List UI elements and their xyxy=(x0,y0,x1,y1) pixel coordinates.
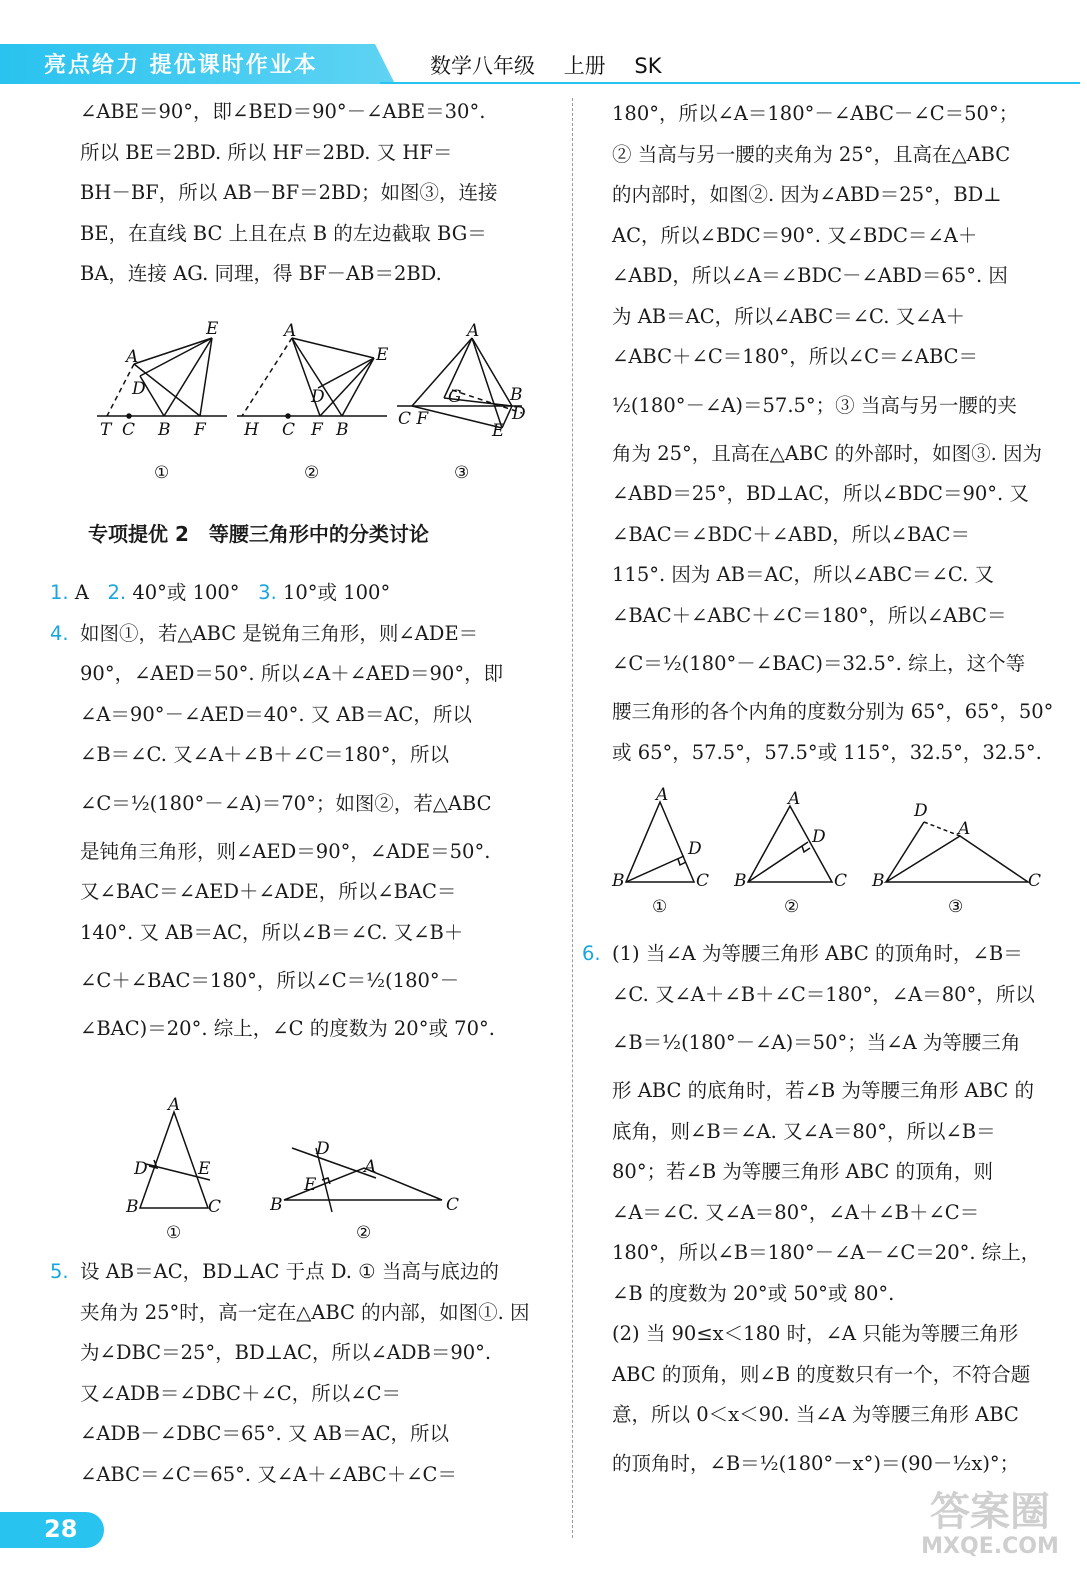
text-line: BE，在直线 BC 上且在点 B 的左边截取 BG＝ xyxy=(80,221,487,245)
label-D: D xyxy=(688,839,702,859)
caption: ① xyxy=(154,463,170,483)
text-line: 180°，所以∠A＝180°－∠ABC－∠C＝50°； xyxy=(612,102,1019,125)
text-line: 腰三角形的各个内角的度数分别为 65°，65°，50° xyxy=(612,700,1054,723)
text-line: ∠ABD＝25°，BD⊥AC，所以∠BDC＝90°. 又 xyxy=(612,482,1029,505)
label-D: D xyxy=(512,404,526,424)
text-line: ∠A＝∠C. 又∠A＝80°，∠A＋∠B＋∠C＝ xyxy=(612,1200,980,1224)
text-line: 为 AB＝AC，所以∠ABC＝∠C. 又∠A＋ xyxy=(612,304,966,328)
column-divider xyxy=(572,98,573,1538)
text-line: ½(180°－∠A)＝57.5°；③ 当高与另一腰的夹 xyxy=(612,393,1017,417)
question-number: 6. xyxy=(582,942,601,965)
text-line: 底角，则∠B＝∠A. 又∠A＝80°，所以∠B＝ xyxy=(612,1119,996,1143)
text-line: 的内部时，如图②. 因为∠ABD＝25°，BD⊥ xyxy=(612,183,1002,206)
answers-line: 1. A 2. 40°或 100° 3. 10°或 100° xyxy=(50,581,391,604)
brand-title: 亮点给力 提优课时作业本 xyxy=(44,53,318,78)
text-line: ∠BAC＋∠ABC＋∠C＝180°，所以∠ABC＝ xyxy=(612,603,1007,627)
text-line: ∠ABC＝∠C＝65°. 又∠A＋∠ABC＋∠C＝ xyxy=(80,1462,457,1486)
label-B: B xyxy=(872,871,885,891)
label-C: C xyxy=(122,420,136,440)
label-A: A xyxy=(656,786,669,805)
caption: ① xyxy=(652,897,668,917)
label-G: G xyxy=(448,387,462,407)
label-B: B xyxy=(158,420,171,440)
label-C: C xyxy=(208,1197,222,1217)
text-line: (2) 当 90≤x＜180 时，∠A 只能为等腰三角形 xyxy=(612,1322,1019,1345)
q5-figure-3 xyxy=(886,822,1028,882)
caption: ② xyxy=(356,1223,372,1243)
label-B: B xyxy=(336,420,349,440)
label-A: A xyxy=(467,321,480,341)
label-A: A xyxy=(788,789,801,809)
label-E: E xyxy=(304,1175,317,1195)
text-line: 角为 25°，且高在△ABC 的外部时，如图③. 因为 xyxy=(612,441,1043,465)
text-line: ∠BAC＝∠BDC＋∠ABD，所以∠BAC＝ xyxy=(612,522,970,546)
text-line: 80°；若∠B 为等腰三角形 ABC 的顶角，则 xyxy=(612,1160,994,1183)
label-B: B xyxy=(270,1195,283,1215)
text-line: 为∠DBC＝25°，BD⊥AC，所以∠ADB＝90°. xyxy=(80,1341,492,1364)
label-B: B xyxy=(734,871,747,891)
text-line: 意，所以 0＜x＜90. 当∠A 为等腰三角形 ABC xyxy=(612,1403,1019,1426)
section-title: 专项提优 2 等腰三角形中的分类讨论 xyxy=(88,522,429,546)
label-A: A xyxy=(126,347,139,367)
text-line: BH－BF，所以 AB－BF＝2BD；如图③，连接 xyxy=(80,181,498,204)
label-D: D xyxy=(132,379,146,399)
label-C: C xyxy=(282,420,296,440)
text-line: 所以 BE＝2BD. 所以 HF＝2BD. 又 HF＝ xyxy=(80,140,453,164)
text-line: ∠BAC)＝20°. 综上，∠C 的度数为 20°或 70°. xyxy=(80,1017,495,1040)
label-T: T xyxy=(100,420,112,440)
label-E: E xyxy=(206,319,219,339)
text-line: ∠C. 又∠A＋∠B＋∠C＝180°，∠A＝80°，所以 xyxy=(612,982,1035,1006)
page-header xyxy=(0,0,1087,86)
label-A: A xyxy=(168,1096,181,1115)
label-D: D xyxy=(812,827,826,847)
label-C: C xyxy=(834,871,848,891)
text-line: ∠A＝90°－∠AED＝40°. 又 AB＝AC，所以 xyxy=(80,702,472,726)
watermark xyxy=(900,1490,1080,1570)
text-line: 又∠ADB＝∠DBC＋∠C，所以∠C＝ xyxy=(80,1381,401,1405)
left-column xyxy=(80,92,540,295)
text-line: ∠ABD，所以∠A＝∠BDC－∠ABD＝65°. 因 xyxy=(612,264,1008,287)
label-D: D xyxy=(914,801,928,821)
label-H: H xyxy=(244,420,259,440)
caption: ③ xyxy=(454,463,470,483)
figure-1-top xyxy=(97,338,227,418)
text-line: 140°. 又 AB＝AC，所以∠B＝∠C. 又∠B＋ xyxy=(80,920,464,944)
label-C: C xyxy=(696,871,710,891)
watermark-title: 答案圈 xyxy=(930,1489,1050,1535)
label-CF: C F xyxy=(398,409,429,429)
label-E: E xyxy=(376,345,389,365)
figure-group-q4 xyxy=(118,1096,478,1250)
label-E: E xyxy=(492,421,505,441)
text-line: AC，所以∠BDC＝90°. 又∠BDC＝∠A＋ xyxy=(612,223,978,247)
figure-group-top xyxy=(92,318,542,492)
label-B: B xyxy=(612,871,625,891)
text-line: ∠C＝½(180°－∠BAC)＝32.5°. 综上，这个等 xyxy=(612,652,1026,675)
label-C: C xyxy=(1028,871,1042,891)
caption: ② xyxy=(784,897,800,917)
label-A: A xyxy=(364,1157,377,1177)
question-4 xyxy=(50,614,540,1050)
label-E: E xyxy=(198,1159,211,1179)
question-number: 5. xyxy=(50,1260,69,1283)
text-line: ∠B＝∠C. 又∠A＋∠B＋∠C＝180°，所以 xyxy=(80,743,449,766)
label-D: D xyxy=(134,1159,148,1179)
question-number: 4. xyxy=(50,621,69,645)
subject-label: 数学八年级 xyxy=(430,54,535,78)
text-line: ∠ABE＝90°，即∠BED＝90°－∠ABE＝30°. xyxy=(80,100,486,123)
text-line: (1) 当∠A 为等腰三角形 ABC 的顶角时，∠B＝ xyxy=(612,942,1023,965)
text-line: 或 65°，57.5°，57.5°或 115°，32.5°，32.5°. xyxy=(612,740,1042,764)
edition-label: SK xyxy=(634,54,662,78)
text-line: 夹角为 25°时，高一定在△ABC 的内部，如图①. 因 xyxy=(80,1300,530,1324)
text-line: 如图①，若△ABC 是锐角三角形，则∠ADE＝ xyxy=(80,621,479,645)
text-line: ② 当高与另一腰的夹角为 25°，且高在△ABC xyxy=(612,142,1011,166)
label-F: F xyxy=(194,420,206,440)
left-column-lower xyxy=(50,514,540,1050)
label-C: C xyxy=(446,1195,460,1215)
label-A: A xyxy=(958,819,971,839)
volume-label: 上册 xyxy=(563,54,606,78)
text-line: 设 AB＝AC，BD⊥AC 于点 D. ① 当高与底边的 xyxy=(80,1260,499,1283)
caption: ② xyxy=(304,463,320,483)
text-line: 是钝角三角形，则∠AED＝90°，∠ADE＝50°. xyxy=(80,839,491,863)
text-line: ∠B＝½(180°－∠A)＝50°；当∠A 为等腰三角 xyxy=(612,1031,1021,1054)
text-line: 又∠BAC＝∠AED＋∠ADE，所以∠BAC＝ xyxy=(80,880,457,903)
text-line: ∠C＋∠BAC＝180°，所以∠C＝½(180°－ xyxy=(80,969,460,992)
question-5 xyxy=(50,1252,540,1495)
label-F: F xyxy=(311,420,323,440)
text-line: BA，连接 AG. 同理，得 BF－AB＝2BD. xyxy=(80,262,442,285)
text-line: ∠ABC＋∠C＝180°，所以∠C＝∠ABC＝ xyxy=(612,345,979,368)
label-D: D xyxy=(316,1139,330,1159)
text-line: ABC 的顶角，则∠B 的度数只有一个，不符合题 xyxy=(612,1362,1031,1386)
text-line: 的顶角时，∠B＝½(180°－x°)＝(90－½x)°； xyxy=(612,1451,1020,1475)
watermark-url: MXQE.COM xyxy=(921,1534,1059,1559)
label-B: B xyxy=(510,385,523,405)
text-line: ∠B 的度数为 20°或 50°或 80°. xyxy=(612,1281,895,1305)
q5-figure-1 xyxy=(626,802,694,882)
text-line: ∠C＝½(180°－∠A)＝70°；如图②，若△ABC xyxy=(80,791,492,815)
label-B: B xyxy=(126,1197,139,1217)
text-line: 形 ABC 的底角时，若∠B 为等腰三角形 ABC 的 xyxy=(612,1079,1035,1102)
question-6 xyxy=(582,934,1072,1492)
header-rule xyxy=(380,82,1080,84)
text-line: ∠ADB－∠DBC＝65°. 又 AB＝AC，所以 xyxy=(80,1422,450,1445)
caption: ① xyxy=(166,1223,182,1243)
caption: ③ xyxy=(948,897,964,917)
label-A: A xyxy=(284,321,297,341)
label-D: D xyxy=(311,387,325,407)
book-info xyxy=(430,50,683,80)
right-column xyxy=(612,94,1072,773)
figure-group-q5 xyxy=(608,786,1068,926)
page-number: 28 xyxy=(44,1515,78,1543)
text-line: 90°，∠AED＝50°. 所以∠A＋∠AED＝90°，即 xyxy=(80,662,504,685)
text-line: 115°. 因为 AB＝AC，所以∠ABC＝∠C. 又 xyxy=(612,563,994,586)
text-line: 180°，所以∠B＝180°－∠A－∠C＝20°. 综上， xyxy=(612,1241,1041,1264)
